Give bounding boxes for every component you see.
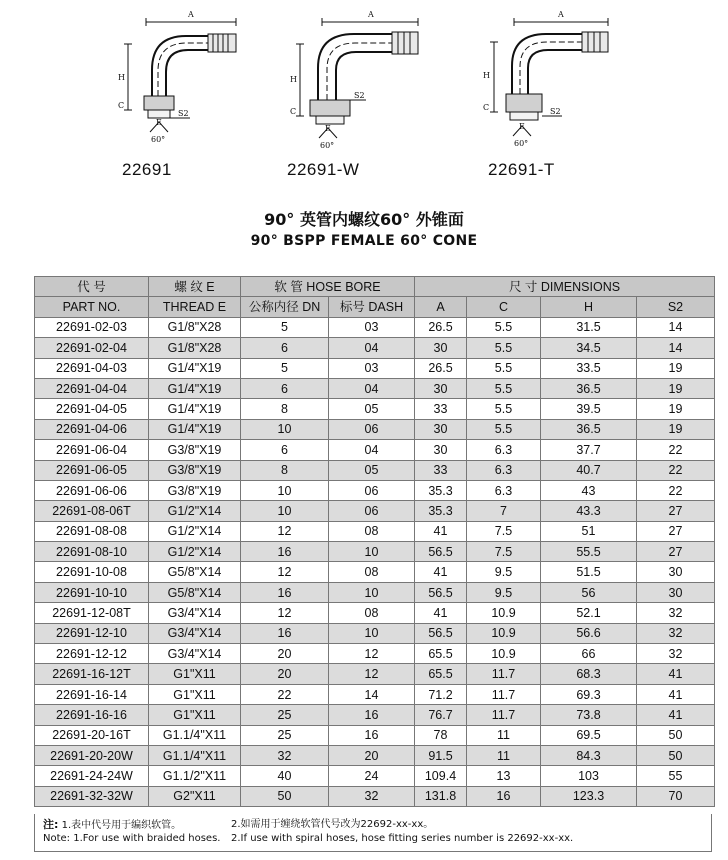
cell-h: 43.3 — [541, 501, 637, 521]
dim-e-label: E — [156, 118, 162, 127]
cell-s2: 14 — [637, 317, 715, 337]
cell-part-no: 22691-02-04 — [35, 338, 149, 358]
cell-thread: G1/4"X19 — [149, 399, 241, 419]
cell-part-no: 22691-12-08T — [35, 603, 149, 623]
table-row — [35, 644, 715, 664]
cell-s2: 41 — [637, 684, 715, 704]
cell-s2: 27 — [637, 542, 715, 562]
cell-s2: 27 — [637, 521, 715, 541]
cell-thread: G3/4"X14 — [149, 644, 241, 664]
cell-c: 9.5 — [467, 582, 541, 602]
cell-h: 51.5 — [541, 562, 637, 582]
notes-en-1: 1.For use with braided hoses. — [73, 833, 221, 844]
dim-s2-label: S2 — [178, 109, 189, 118]
cell-h: 52.1 — [541, 603, 637, 623]
cell-thread: G1/8"X28 — [149, 317, 241, 337]
cell-thread: G3/8"X19 — [149, 440, 241, 460]
cell-h: 39.5 — [541, 399, 637, 419]
cell-thread: G3/8"X19 — [149, 480, 241, 500]
dim-h-label: H — [483, 71, 490, 80]
spec-table — [34, 276, 715, 807]
spec-table-body — [35, 317, 715, 806]
cell-dash: 08 — [329, 521, 415, 541]
cell-dash: 06 — [329, 419, 415, 439]
elbow-fitting-drawing — [108, 4, 258, 154]
cell-h: 69.3 — [541, 684, 637, 704]
notes-cn-2: 2.如需用于缠绕软管代号改为22692-xx-xx。 — [231, 819, 434, 830]
cell-dash: 24 — [329, 766, 415, 786]
drawing-22691 — [108, 4, 258, 154]
cell-c: 11.7 — [467, 664, 541, 684]
cell-dash: 04 — [329, 440, 415, 460]
cell-dash: 05 — [329, 399, 415, 419]
cell-h: 68.3 — [541, 664, 637, 684]
angle-label: 60° — [320, 141, 335, 150]
cell-s2: 14 — [637, 338, 715, 358]
cell-part-no: 22691-04-04 — [35, 378, 149, 398]
cell-part-no: 22691-20-16T — [35, 725, 149, 745]
header-dn: 公称内径 DN — [241, 297, 329, 317]
table-row — [35, 358, 715, 378]
cell-thread: G1"X11 — [149, 664, 241, 684]
table-row — [35, 582, 715, 602]
caption-22691: 22691 — [122, 160, 172, 179]
cell-thread: G1/4"X19 — [149, 378, 241, 398]
cell-thread: G1"X11 — [149, 684, 241, 704]
notes-cn-label: 注: — [43, 818, 59, 831]
cell-dash: 14 — [329, 684, 415, 704]
cell-s2: 19 — [637, 399, 715, 419]
title-english: 90° BSPP FEMALE 60° CONE — [250, 233, 478, 249]
cell-thread: G3/8"X19 — [149, 460, 241, 480]
cell-h: 40.7 — [541, 460, 637, 480]
cell-thread: G1"X11 — [149, 705, 241, 725]
cell-part-no: 22691-12-12 — [35, 644, 149, 664]
cell-h: 34.5 — [541, 338, 637, 358]
table-row — [35, 664, 715, 684]
header-row-1 — [35, 277, 715, 297]
dim-a-label: A — [188, 10, 194, 19]
cell-s2: 50 — [637, 745, 715, 765]
table-row — [35, 542, 715, 562]
cell-dn: 12 — [241, 521, 329, 541]
table-row — [35, 440, 715, 460]
cell-s2: 41 — [637, 705, 715, 725]
drawing-22691-t — [480, 4, 630, 154]
cell-a: 35.3 — [415, 501, 467, 521]
header-c: C — [467, 297, 541, 317]
dim-e-label: E — [325, 124, 331, 133]
cell-h: 66 — [541, 644, 637, 664]
cell-dash: 08 — [329, 603, 415, 623]
table-row — [35, 786, 715, 806]
cell-c: 11.7 — [467, 684, 541, 704]
cell-s2: 22 — [637, 480, 715, 500]
cell-part-no: 22691-16-14 — [35, 684, 149, 704]
notes-en-row — [43, 832, 711, 845]
cell-dash: 16 — [329, 725, 415, 745]
cell-h: 43 — [541, 480, 637, 500]
header-thread: THREAD E — [149, 297, 241, 317]
cell-dn: 25 — [241, 725, 329, 745]
dim-e-label: E — [519, 122, 525, 131]
cell-dash: 04 — [329, 378, 415, 398]
cell-a: 41 — [415, 603, 467, 623]
cell-s2: 19 — [637, 358, 715, 378]
cell-dn: 32 — [241, 745, 329, 765]
cell-part-no: 22691-06-06 — [35, 480, 149, 500]
cell-a: 30 — [415, 338, 467, 358]
cell-part-no: 22691-04-06 — [35, 419, 149, 439]
cell-dash: 10 — [329, 542, 415, 562]
cell-h: 56 — [541, 582, 637, 602]
notes-cn-1: 1.表中代号用于编织软管。 — [61, 820, 182, 831]
cell-dash: 03 — [329, 358, 415, 378]
cell-a: 65.5 — [415, 644, 467, 664]
cell-h: 103 — [541, 766, 637, 786]
cell-a: 56.5 — [415, 582, 467, 602]
cell-c: 5.5 — [467, 317, 541, 337]
cell-dash: 06 — [329, 501, 415, 521]
cell-c: 11.7 — [467, 705, 541, 725]
header-dimensions: 尺 寸 DIMENSIONS — [415, 277, 715, 297]
cell-c: 9.5 — [467, 562, 541, 582]
cell-h: 84.3 — [541, 745, 637, 765]
cell-a: 76.7 — [415, 705, 467, 725]
dim-c-label: C — [118, 101, 125, 110]
cell-thread: G1/4"X19 — [149, 358, 241, 378]
cell-s2: 22 — [637, 460, 715, 480]
header-s2: S2 — [637, 297, 715, 317]
cell-part-no: 22691-20-20W — [35, 745, 149, 765]
cell-c: 11 — [467, 745, 541, 765]
cell-h: 51 — [541, 521, 637, 541]
angle-label: 60° — [151, 135, 166, 144]
dim-c-label: C — [290, 107, 297, 116]
dim-h-label: H — [290, 75, 297, 84]
notes-en-label: Note: — [43, 833, 71, 844]
cell-dn: 5 — [241, 317, 329, 337]
header-part-cn: 代 号 — [35, 277, 149, 297]
dim-a-label: A — [368, 10, 374, 19]
table-row — [35, 399, 715, 419]
cell-a: 71.2 — [415, 684, 467, 704]
table-row — [35, 419, 715, 439]
cell-a: 30 — [415, 440, 467, 460]
cell-c: 5.5 — [467, 338, 541, 358]
cell-c: 7.5 — [467, 542, 541, 562]
cell-dn: 8 — [241, 399, 329, 419]
cell-dn: 8 — [241, 460, 329, 480]
cell-part-no: 22691-24-24W — [35, 766, 149, 786]
table-row — [35, 501, 715, 521]
header-a: A — [415, 297, 467, 317]
cell-a: 30 — [415, 378, 467, 398]
cell-c: 6.3 — [467, 480, 541, 500]
dim-s2-label: S2 — [550, 107, 561, 116]
drawing-22691-w — [288, 4, 438, 154]
cell-s2: 32 — [637, 623, 715, 643]
table-row — [35, 460, 715, 480]
cell-c: 13 — [467, 766, 541, 786]
table-row — [35, 603, 715, 623]
elbow-fitting-drawing — [480, 4, 630, 154]
elbow-fitting-drawing — [288, 4, 438, 154]
cell-h: 123.3 — [541, 786, 637, 806]
cell-c: 5.5 — [467, 399, 541, 419]
cell-a: 131.8 — [415, 786, 467, 806]
cell-s2: 55 — [637, 766, 715, 786]
cell-thread: G1.1/2"X11 — [149, 766, 241, 786]
cell-dn: 10 — [241, 480, 329, 500]
cell-a: 65.5 — [415, 664, 467, 684]
cell-s2: 30 — [637, 582, 715, 602]
cell-dn: 20 — [241, 644, 329, 664]
header-row-2 — [35, 297, 715, 317]
caption-22691-w: 22691-W — [287, 160, 360, 179]
cell-dash: 10 — [329, 582, 415, 602]
dim-s2-label: S2 — [354, 91, 365, 100]
cell-c: 7.5 — [467, 521, 541, 541]
cell-c: 6.3 — [467, 460, 541, 480]
cell-part-no: 22691-04-05 — [35, 399, 149, 419]
cell-dn: 16 — [241, 623, 329, 643]
header-part-no: PART NO. — [35, 297, 149, 317]
table-row — [35, 521, 715, 541]
cell-a: 26.5 — [415, 317, 467, 337]
cell-c: 10.9 — [467, 623, 541, 643]
cell-part-no: 22691-10-10 — [35, 582, 149, 602]
table-row — [35, 623, 715, 643]
cell-dn: 50 — [241, 786, 329, 806]
cell-part-no: 22691-06-04 — [35, 440, 149, 460]
cell-c: 16 — [467, 786, 541, 806]
cell-thread: G1/2"X14 — [149, 542, 241, 562]
cell-dn: 16 — [241, 582, 329, 602]
caption-22691-t: 22691-T — [488, 160, 555, 179]
cell-dn: 6 — [241, 338, 329, 358]
cell-thread: G1/8"X28 — [149, 338, 241, 358]
cell-s2: 70 — [637, 786, 715, 806]
cell-dash: 20 — [329, 745, 415, 765]
cell-s2: 50 — [637, 725, 715, 745]
cell-a: 56.5 — [415, 623, 467, 643]
cell-part-no: 22691-16-16 — [35, 705, 149, 725]
notes-cn-row — [43, 818, 711, 832]
cell-dn: 5 — [241, 358, 329, 378]
table-row — [35, 378, 715, 398]
cell-s2: 41 — [637, 664, 715, 684]
dim-h-label: H — [118, 73, 125, 82]
cell-h: 36.5 — [541, 378, 637, 398]
cell-c: 10.9 — [467, 603, 541, 623]
cell-part-no: 22691-04-03 — [35, 358, 149, 378]
table-row — [35, 562, 715, 582]
cell-a: 41 — [415, 521, 467, 541]
table-row — [35, 705, 715, 725]
header-hose-bore: 软 管 HOSE BORE — [241, 277, 415, 297]
cell-s2: 32 — [637, 603, 715, 623]
cell-thread: G3/4"X14 — [149, 623, 241, 643]
header-thread-cn: 螺 纹 E — [149, 277, 241, 297]
cell-c: 7 — [467, 501, 541, 521]
angle-label: 60° — [514, 139, 529, 148]
cell-h: 33.5 — [541, 358, 637, 378]
cell-dash: 03 — [329, 317, 415, 337]
cell-thread: G1.1/4"X11 — [149, 745, 241, 765]
cell-part-no: 22691-08-08 — [35, 521, 149, 541]
cell-c: 6.3 — [467, 440, 541, 460]
cell-dn: 40 — [241, 766, 329, 786]
cell-dn: 16 — [241, 542, 329, 562]
title-chinese: 90° 英管内螺纹60° 外锥面 — [264, 210, 464, 229]
dim-a-label: A — [558, 10, 564, 19]
table-row — [35, 480, 715, 500]
cell-a: 33 — [415, 399, 467, 419]
cell-s2: 19 — [637, 378, 715, 398]
cell-h: 73.8 — [541, 705, 637, 725]
cell-part-no: 22691-32-32W — [35, 786, 149, 806]
cell-a: 33 — [415, 460, 467, 480]
cell-c: 5.5 — [467, 419, 541, 439]
cell-a: 26.5 — [415, 358, 467, 378]
table-row — [35, 338, 715, 358]
cell-a: 35.3 — [415, 480, 467, 500]
cell-s2: 22 — [637, 440, 715, 460]
cell-thread: G1/4"X19 — [149, 419, 241, 439]
cell-c: 5.5 — [467, 378, 541, 398]
cell-a: 78 — [415, 725, 467, 745]
cell-dn: 25 — [241, 705, 329, 725]
cell-h: 31.5 — [541, 317, 637, 337]
cell-thread: G3/4"X14 — [149, 603, 241, 623]
cell-part-no: 22691-02-03 — [35, 317, 149, 337]
cell-h: 55.5 — [541, 542, 637, 562]
table-row — [35, 745, 715, 765]
cell-dn: 6 — [241, 378, 329, 398]
cell-dn: 10 — [241, 419, 329, 439]
cell-s2: 32 — [637, 644, 715, 664]
cell-a: 109.4 — [415, 766, 467, 786]
cell-s2: 19 — [637, 419, 715, 439]
cell-dn: 12 — [241, 603, 329, 623]
cell-a: 91.5 — [415, 745, 467, 765]
cell-dn: 20 — [241, 664, 329, 684]
cell-dash: 10 — [329, 623, 415, 643]
cell-dash: 32 — [329, 786, 415, 806]
cell-dash: 12 — [329, 664, 415, 684]
cell-a: 41 — [415, 562, 467, 582]
cell-h: 69.5 — [541, 725, 637, 745]
cell-s2: 27 — [637, 501, 715, 521]
cell-dash: 12 — [329, 644, 415, 664]
cell-h: 56.6 — [541, 623, 637, 643]
table-row — [35, 766, 715, 786]
cell-dash: 08 — [329, 562, 415, 582]
cell-dash: 05 — [329, 460, 415, 480]
cell-dn: 10 — [241, 501, 329, 521]
cell-c: 5.5 — [467, 358, 541, 378]
cell-thread: G1.1/4"X11 — [149, 725, 241, 745]
cell-s2: 30 — [637, 562, 715, 582]
cell-dash: 16 — [329, 705, 415, 725]
cell-c: 10.9 — [467, 644, 541, 664]
header-dash: 标号 DASH — [329, 297, 415, 317]
table-row — [35, 725, 715, 745]
cell-a: 30 — [415, 419, 467, 439]
cell-thread: G1/2"X14 — [149, 501, 241, 521]
header-h: H — [541, 297, 637, 317]
cell-dn: 12 — [241, 562, 329, 582]
cell-c: 11 — [467, 725, 541, 745]
cell-h: 36.5 — [541, 419, 637, 439]
cell-dn: 6 — [241, 440, 329, 460]
cell-thread: G1/2"X14 — [149, 521, 241, 541]
dim-c-label: C — [483, 103, 490, 112]
notes-en-2: 2.If use with spiral hoses, hose fitting series number is 22692-xx-xx. — [231, 833, 574, 844]
cell-a: 56.5 — [415, 542, 467, 562]
cell-thread: G5/8"X14 — [149, 562, 241, 582]
cell-part-no: 22691-06-05 — [35, 460, 149, 480]
table-row — [35, 317, 715, 337]
cell-thread: G5/8"X14 — [149, 582, 241, 602]
cell-dn: 22 — [241, 684, 329, 704]
cell-h: 37.7 — [541, 440, 637, 460]
cell-dash: 04 — [329, 338, 415, 358]
notes-box — [34, 814, 712, 852]
cell-thread: G2"X11 — [149, 786, 241, 806]
cell-dash: 06 — [329, 480, 415, 500]
cell-part-no: 22691-08-10 — [35, 542, 149, 562]
table-row — [35, 684, 715, 704]
cell-part-no: 22691-16-12T — [35, 664, 149, 684]
cell-part-no: 22691-10-08 — [35, 562, 149, 582]
cell-part-no: 22691-08-06T — [35, 501, 149, 521]
cell-part-no: 22691-12-10 — [35, 623, 149, 643]
